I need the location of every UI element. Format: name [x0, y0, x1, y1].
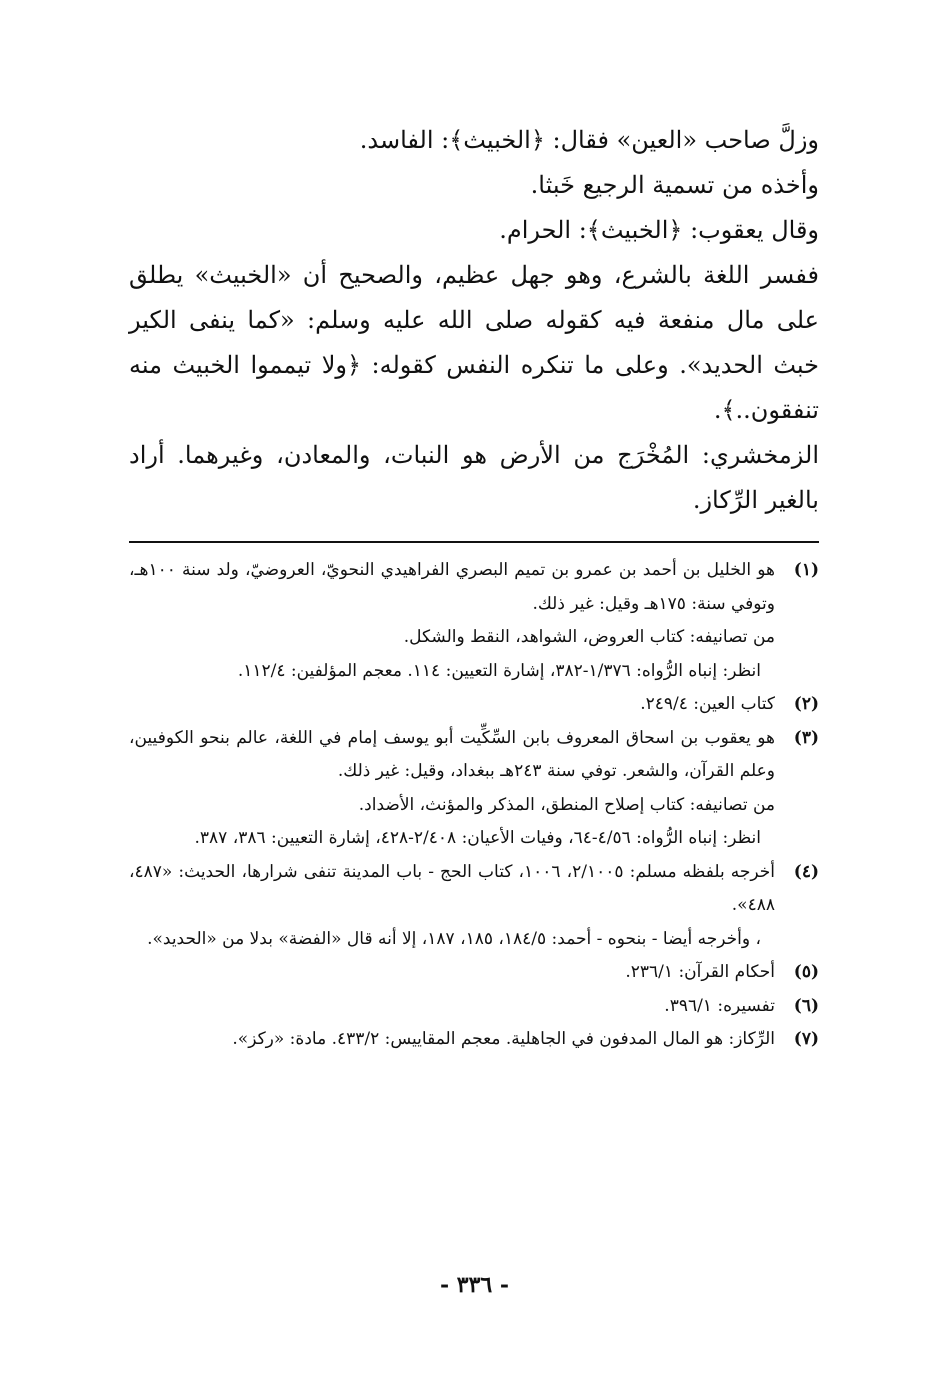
footnote-text: من تصانيفه: كتاب إصلاح المنطق، المذكر والمؤنث، الأضداد.	[358, 794, 775, 815]
footnote-text: تفسيره: ٣٩٦/١.	[664, 995, 775, 1016]
footnote-number: (٦)	[793, 995, 819, 1016]
footnote-number: (٢)	[793, 694, 819, 714]
main-line: وزلَّ صاحب «العين» فقال: ﴿الخبيث﴾: الفاسد.	[359, 126, 819, 154]
footnote-text: هو الخليل بن أحمد بن عمرو بن تميم البصري الفراهيدي النحويّ، العروضيّ، ولد سنة ١٠٠هـ، وتوفي سنة: ١٧٥هـ وقيل: غير ذلك.	[129, 560, 775, 614]
footnote-text: انظر: إنباه الرُّواه: ٤/٥٦-٦٤، وفيات الأعيان: ٢/٤٠٨-٤٢٨، إشارة التعيين: ٣٨٦، ٣٨٧.	[194, 828, 761, 848]
footnote-text: كتاب العين: ٢٤٩/٤.	[640, 694, 775, 714]
footnote-number: (٥)	[793, 962, 819, 982]
footnote-text: أخرجه بلفظه مسلم: ٢/١٠٠٥، ١٠٠٦، كتاب الحج - باب المدينة تنفى شرارها، الحديث: «٤٨٧، ٤٨٨».	[129, 861, 776, 915]
main-paragraph: الزمخشري: المُخْرَج من الأرض هو النبات، والمعادن، وغيرهما. أراد بالغير الرِّكاز.	[129, 441, 819, 514]
footnote-1	[129, 554, 819, 688]
footnote-2	[129, 688, 819, 722]
footnote-text: أحكام القرآن: ٢٣٦/١.	[625, 962, 775, 982]
main-text	[129, 118, 819, 523]
main-paragraph: ففسر اللغة بالشرع، وهو جهل عظيم، والصحيح أن «الخبيث» يطلق على مال منفعة فيه كقوله صلى الله عليه وسلم: «كما ينفى الكير خبث الحديد». وعلى ما تنكره النفس كقوله: ﴿ولا تيمموا الخبيث منه تنفقون..﴾.	[129, 261, 819, 424]
footnote-number: (٤)	[793, 861, 819, 882]
footnote-number: (١)	[793, 560, 819, 580]
footnote-number: (٣)	[793, 727, 819, 748]
main-line: وأخذه من تسمية الرجيع خَبثا.	[530, 171, 819, 199]
footnote-text: انظر: إنباه الرُّواه: ١/٣٧٦-٣٨٢، إشارة التعيين: ١١٤. معجم المؤلفين: ١١٢/٤.	[237, 660, 761, 681]
page-number: - ٣٣٦ -	[439, 1272, 510, 1298]
footnote-text: هو يعقوب بن اسحاق المعروف بابن السِّكِّيت أبو يوسف إمام في اللغة، عالم بنحو الكوفيين، وعلم القرآن، والشعر. توفي سنة ٢٤٣هـ ببغداد، وقيل: غير ذلك.	[129, 727, 775, 781]
footnote-5	[129, 956, 819, 990]
footnotes	[129, 554, 819, 1057]
footnote-number: (٧)	[793, 1029, 819, 1049]
footnote-3	[129, 722, 819, 856]
footnote-4	[129, 856, 819, 957]
footnote-text: ، وأخرجه أيضا - بنحوه - أحمد: ١٨٤/٥، ١٨٥، ١٨٧، إلا أنه قال «الفضة» بدلا من «الحديد».	[147, 928, 761, 949]
footnote-text: من تصانيفه: كتاب العروض، الشواهد، النقط والشكل.	[403, 627, 775, 647]
footnote-7	[129, 1023, 819, 1057]
main-line: وقال يعقوب: ﴿الخبيث﴾: الحرام.	[499, 216, 819, 244]
footnote-divider	[129, 541, 819, 543]
footnote-6	[129, 990, 819, 1024]
footnote-text: الرِّكاز: هو المال المدفون في الجاهلية. معجم المقاييس: ٤٣٣/٢. مادة: «ركز».	[232, 1029, 775, 1049]
